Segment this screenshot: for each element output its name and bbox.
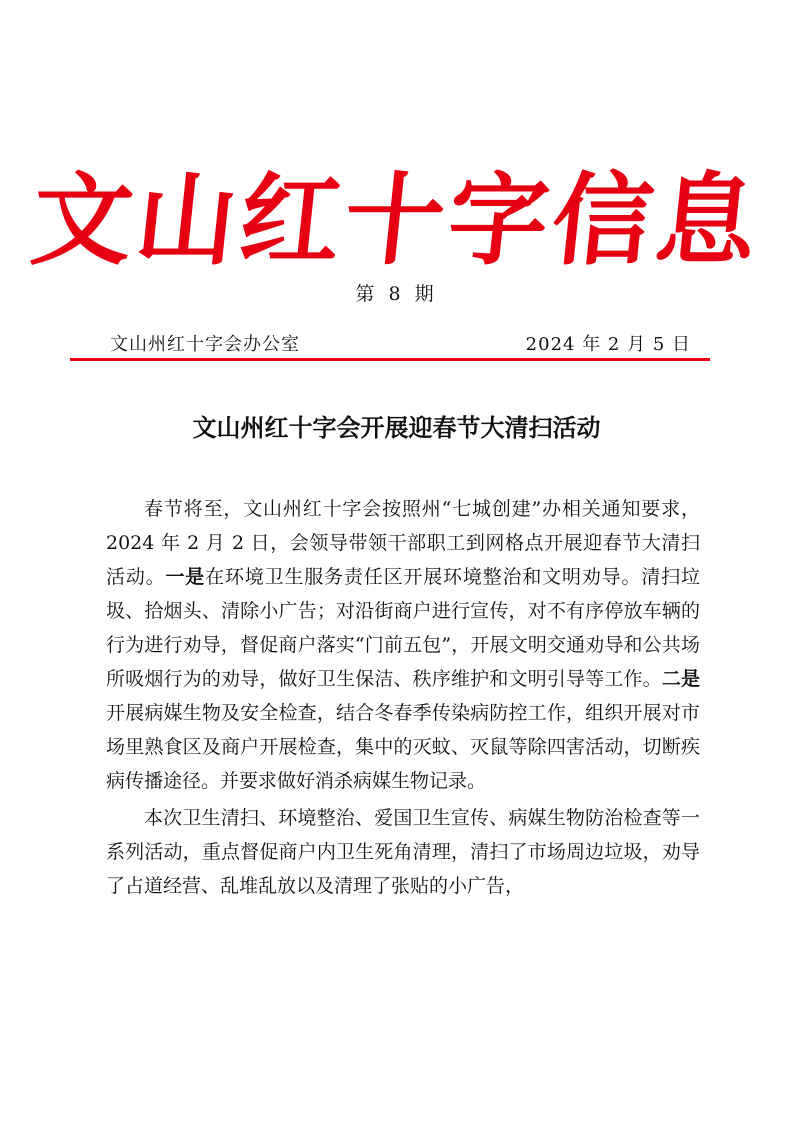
paragraph-1-point-1: 在环境卫生服务责任区开展环境整治和文明劝导。清扫垃圾、拾烟头、清除小广告；对沿街商户进行宣传，对不有序停放车辆的行为进行劝导，督促商户落实“门前五包”，开展文明交通劝导和公共场所吸烟行为的劝导，做好卫生保洁、秩序维护和文明引导等工作。	[106, 566, 700, 690]
paragraph-1	[106, 492, 700, 798]
article-title: 文山州红十字会开展迎春节大清扫活动	[192, 414, 601, 442]
paragraph-2: 本次卫生清扫、环境整治、爱国卫生宣传、病媒生物防治检查等一系列活动，重点督促商户内卫生死角清理，清扫了市场周边垃圾，劝导了占道经营、乱堆乱放以及清理了张贴的小广告，	[106, 807, 700, 897]
article-body	[106, 492, 700, 906]
point-marker-1: 一是	[165, 566, 206, 588]
masthead-title: 文山红十字信息	[26, 161, 767, 279]
issuing-office: 文山州红十字会办公室	[110, 334, 300, 355]
paragraph-1-intro: 春节将至，文山州红十字会按照州“七城创建”办相关通知要求，2024 年 2 月 2 日，会领导带领干部职工到网格点开展迎春节大清扫活动。	[106, 498, 700, 588]
header-divider	[70, 358, 710, 361]
point-marker-2: 二是	[661, 668, 700, 690]
issue-date: 2024 年 2 月 5 日	[525, 334, 691, 355]
paragraph-1-point-2: 开展病媒生物及安全检查，结合冬春季传染病防控工作，组织开展对市场里熟食区及商户开展检查，集中的灭蚊、灭鼠等除四害活动，切断疾病传播途径。并要求做好消杀病媒生物记录。	[106, 702, 700, 792]
issue-number: 第 8 期	[355, 283, 438, 305]
